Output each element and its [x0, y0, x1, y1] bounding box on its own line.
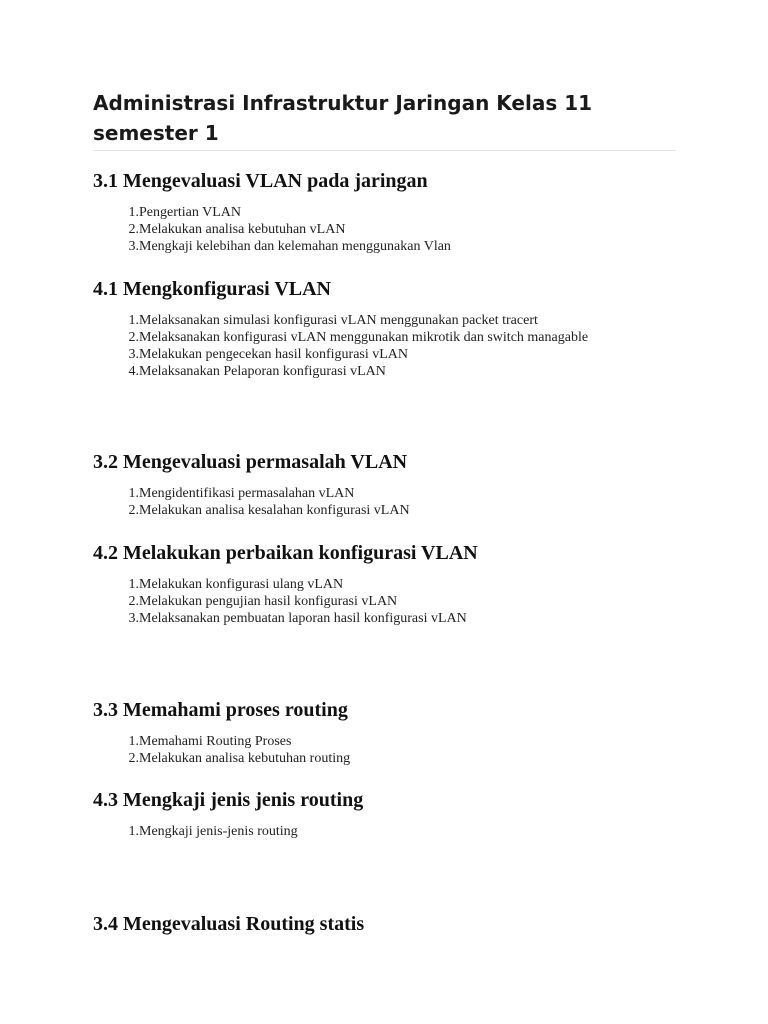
- list-item: 2. Melakukan analisa kebutuhan vLAN: [128, 222, 346, 237]
- section-list: [93, 823, 676, 840]
- section-list: [93, 312, 676, 380]
- section-4-1: [93, 276, 676, 380]
- list-item: 3. Mengkaji kelebihan dan kelemahan menggunakan Vlan: [128, 239, 451, 254]
- section-list: [93, 576, 676, 627]
- section-heading: 3.3 Memahami proses routing: [93, 699, 348, 721]
- section-3-3: [93, 697, 676, 767]
- list-item: 2. Melakukan analisa kebutuhan routing: [128, 751, 351, 766]
- section-heading: 3.1 Mengevaluasi VLAN pada jaringan: [93, 170, 428, 192]
- list-item: 1. Mengkaji jenis-jenis routing: [128, 824, 298, 839]
- section-list: [93, 204, 676, 255]
- list-item: 2. Melaksanakan konfigurasi vLAN menggunakan mikrotik dan switch managable: [128, 330, 589, 345]
- section-4-2: [93, 540, 676, 627]
- section-4-3: [93, 787, 676, 840]
- document-title: Administrasi Infrastruktur Jaringan Kelas 11 semester 1: [93, 91, 593, 145]
- list-item: 1. Mengidentifikasi permasalahan vLAN: [128, 486, 355, 501]
- section-heading: 3.2 Mengevaluasi permasalah VLAN: [93, 451, 408, 473]
- section-heading: 4.2 Melakukan perbaikan konfigurasi VLAN: [93, 542, 478, 564]
- list-item: 2. Melakukan analisa kesalahan konfigurasi vLAN: [128, 503, 410, 518]
- section-3-1: [93, 168, 676, 255]
- section-3-2: [93, 449, 676, 519]
- section-3-4: [93, 911, 676, 937]
- section-heading: 4.1 Mengkonfigurasi VLAN: [93, 278, 331, 300]
- list-item: 4. Melaksanakan Pelaporan konfigurasi vLAN: [128, 364, 386, 379]
- list-item: 2. Melakukan pengujian hasil konfigurasi vLAN: [128, 594, 398, 609]
- section-list: [93, 733, 676, 767]
- list-item: 1. Melaksanakan simulasi konfigurasi vLAN menggunakan packet tracert: [128, 313, 538, 328]
- list-item: 1. Melakukan konfigurasi ulang vLAN: [128, 577, 344, 592]
- list-item: 3. Melaksanakan pembuatan laporan hasil konfigurasi vLAN: [128, 611, 467, 626]
- list-item: 1. Memahami Routing Proses: [128, 734, 292, 749]
- section-heading: 4.3 Mengkaji jenis jenis routing: [93, 789, 364, 811]
- section-heading: 3.4 Mengevaluasi Routing statis: [93, 913, 365, 935]
- list-item: 1. Pengertian VLAN: [128, 205, 241, 220]
- title-divider: [93, 150, 676, 151]
- section-list: [93, 485, 676, 519]
- list-item: 3. Melakukan pengecekan hasil konfigurasi vLAN: [128, 347, 409, 362]
